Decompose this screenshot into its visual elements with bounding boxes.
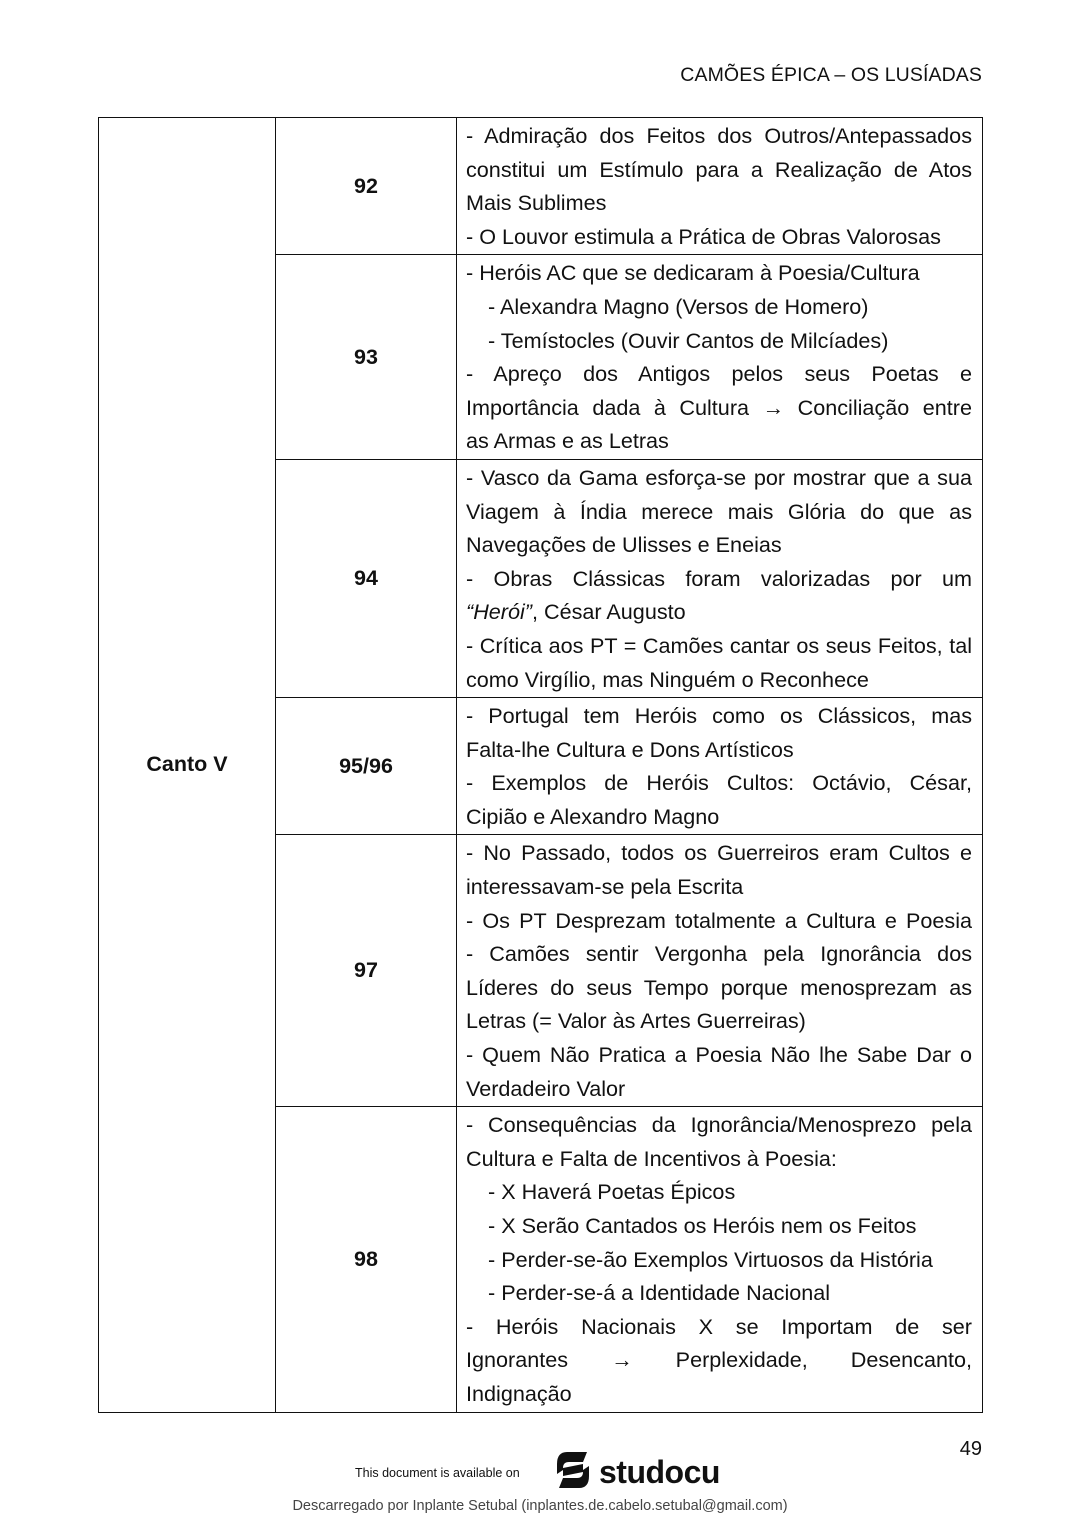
content-line: - Exemplos de Heróis Cultos: Octávio, César, bbox=[466, 770, 972, 796]
content-subline: - Perder-se-á a Identidade Nacional bbox=[488, 1280, 831, 1306]
content-line: Mais Sublimes bbox=[466, 190, 607, 216]
footer-available-text: This document is available on bbox=[355, 1466, 520, 1480]
notes-table bbox=[98, 117, 983, 1413]
content-line: Indignação bbox=[466, 1380, 572, 1406]
content-cell bbox=[457, 835, 983, 1107]
stanza-cell: 95/96 bbox=[276, 698, 457, 835]
content-line: - Camões sentir Vergonha pela Ignorância dos bbox=[466, 941, 972, 967]
content-subline: - Perder-se-ão Exemplos Virtuosos da História bbox=[488, 1246, 933, 1272]
content-line: Cultura e Falta de Incentivos à Poesia: bbox=[466, 1145, 837, 1171]
content-line: - Heróis AC que se dedicaram à Poesia/Cultura bbox=[466, 260, 920, 286]
studocu-logo-text: studocu bbox=[599, 1454, 720, 1490]
stanza-cell: 92 bbox=[276, 118, 457, 255]
stanza-cell: 98 bbox=[276, 1107, 457, 1412]
studocu-logo[interactable] bbox=[553, 1450, 720, 1495]
content-line: Falta-lhe Cultura e Dons Artísticos bbox=[466, 736, 794, 762]
studocu-logo-icon bbox=[553, 1450, 593, 1495]
content-subline: - Alexandra Magno (Versos de Homero) bbox=[488, 293, 869, 319]
content-cell bbox=[457, 255, 983, 460]
content-line: - Obras Clássicas foram valorizadas por um bbox=[466, 565, 972, 591]
content-line: Verdadeiro Valor bbox=[466, 1075, 626, 1101]
content-line: Importância dada à Cultura → Conciliação entre bbox=[466, 394, 972, 420]
content-cell bbox=[457, 1107, 983, 1412]
content-line: - Portugal tem Heróis como os Clássicos, mas bbox=[466, 703, 972, 729]
content-line: - Quem Não Pratica a Poesia Não lhe Sabe Dar o bbox=[466, 1042, 972, 1068]
content-line: - Consequências da Ignorância/Menosprezo pela bbox=[466, 1112, 972, 1138]
stanza-cell: 97 bbox=[276, 835, 457, 1107]
content-line: Viagem à Índia merece mais Glória do que as bbox=[466, 498, 972, 524]
content-line: Letras (= Valor às Artes Guerreiras) bbox=[466, 1008, 806, 1034]
content-subline: - X Haverá Poetas Épicos bbox=[488, 1179, 736, 1205]
content-line: como Virgílio, mas Ninguém o Reconhece bbox=[466, 666, 869, 692]
page-number: 49 bbox=[959, 1438, 982, 1460]
italic-hero-text: “Herói” bbox=[466, 599, 532, 625]
content-line: interessavam-se pela Escrita bbox=[466, 874, 744, 900]
table-row bbox=[99, 118, 983, 255]
content-line: Cipião e Alexandro Magno bbox=[466, 803, 720, 829]
content-line bbox=[466, 595, 972, 629]
content-subline: - X Serão Cantados os Heróis nem os Feitos bbox=[488, 1213, 917, 1238]
content-line: - Os PT Desprezam totalmente a Cultura e Poesia bbox=[466, 907, 972, 933]
stanza-cell: 94 bbox=[276, 459, 457, 697]
canto-cell: Canto V bbox=[99, 118, 276, 1413]
content-line: - Crítica aos PT = Camões cantar os seus Feitos, tal bbox=[466, 632, 972, 658]
content-line: - Apreço dos Antigos pelos seus Poetas e bbox=[466, 361, 972, 387]
content-cell bbox=[457, 698, 983, 835]
footer-download-text: Descarregado por Inplante Setubal (inplantes.de.cabelo.setubal@gmail.com) bbox=[292, 1498, 788, 1514]
content-line: constitui um Estímulo para a Realização de Atos bbox=[466, 156, 972, 182]
content-line: as Armas e as Letras bbox=[466, 428, 669, 454]
content-line: Navegações de Ulisses e Eneias bbox=[466, 532, 782, 558]
content-line: Ignorantes → Perplexidade, Desencanto, bbox=[466, 1347, 972, 1373]
content-line: - Heróis Nacionais X se Importam de ser bbox=[466, 1313, 972, 1339]
content-line: - O Louvor estimula a Prática de Obras Valorosas bbox=[466, 223, 941, 249]
content-line: - No Passado, todos os Guerreiros eram Cultos e bbox=[466, 840, 972, 866]
page-header-title: CAMÕES ÉPICA – OS LUSÍADAS bbox=[680, 64, 982, 86]
content-text: , César Augusto bbox=[531, 599, 686, 625]
content-line: - Admiração dos Feitos dos Outros/Antepassados bbox=[466, 123, 972, 148]
content-cell bbox=[457, 118, 983, 255]
content-cell bbox=[457, 459, 983, 697]
content-line: Líderes do seus Tempo porque menosprezam as bbox=[466, 974, 972, 1000]
stanza-cell: 93 bbox=[276, 255, 457, 460]
content-subline: - Temístocles (Ouvir Cantos de Milcíades) bbox=[488, 327, 889, 353]
content-line: - Vasco da Gama esforça-se por mostrar que a sua bbox=[466, 464, 972, 490]
